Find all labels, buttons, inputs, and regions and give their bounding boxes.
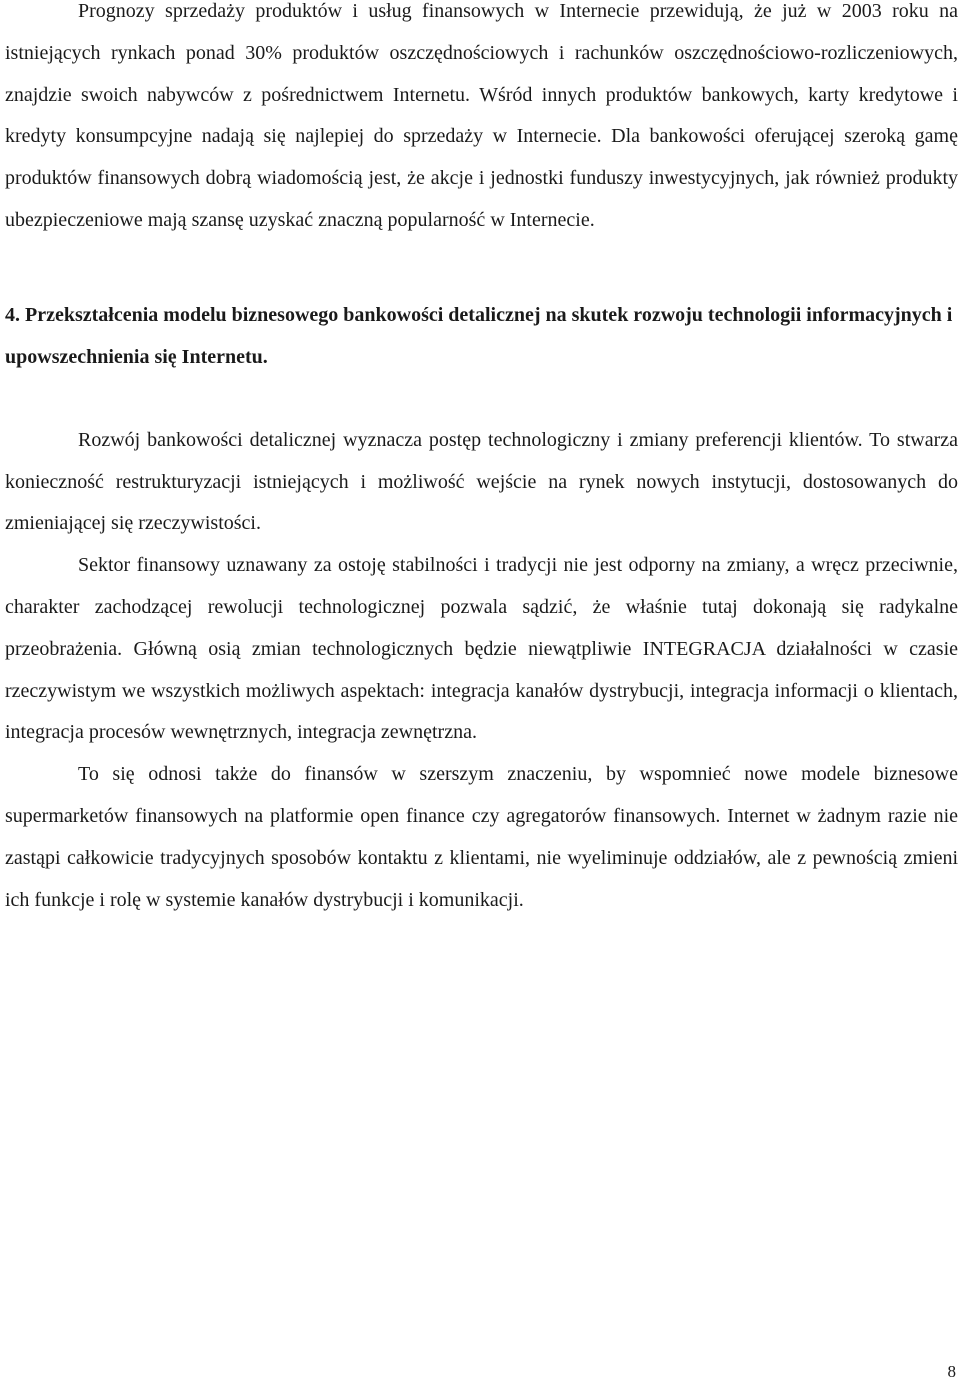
paragraph-retail-banking-development: Rozwój bankowości detalicznej wyznacza postęp technologiczny i zmiany preferencji klientów. To stwarza konieczność restrukturyzacji istniejących i możliwość wejście na rynek nowych instytucji, dostosowanych do zmieniającej się rzeczywistości. <box>5 428 958 535</box>
document-page <box>5 0 958 921</box>
paragraph-financial-sector-integration: Sektor finansowy uznawany za ostoję stabilności i tradycji nie jest odporny na zmiany, a wręcz przeciwnie, charakter zachodzącej rewolucji technologicznej pozwala sądzić, że właśnie tutaj dokonają się radykalne przeobrażenia. Główną osią zmian technologicznych będzie niewątpliwie INTEGRACJA działalności w czasie rzeczywistym we wszystkich możliwych aspektach: integracja kanałów dystrybucji, integracja informacji o klientach, integracja procesów wewnętrznych, integracja zewnętrzna. <box>5 554 958 744</box>
paragraph-new-business-models: To się odnosi także do finansów w szerszym znaczeniu, by wspomnieć nowe modele biznesowe supermarketów finansowych na platformie open finance czy agregatorów finansowych. Internet w żadnym razie nie zastąpi całkowicie tradycyjnych sposobów kontaktu z klientami, nie wyeliminuje oddziałów, ale z pewnością zmieni ich funkcje i rolę w systemie kanałów dystrybucji i komunikacji. <box>5 763 958 911</box>
paragraph-internet-sales-forecast: Prognozy sprzedaży produktów i usług finansowych w Internecie przewidują, że już w 2003 roku na istniejących rynkach ponad 30% produktów oszczędnościowych i rachunków oszczędnościowo-rozliczeniowych, znajdzie swoich nabywców z pośrednictwem Internetu. Wśród innych produktów bankowych, karty kredytowe i kredyty konsumpcyjne nadają się najlepiej do sprzedaży w Internecie. Dla bankowości oferującej szeroką gamę produktów finansowych dobrą wiadomością jest, że akcje i jednostki funduszy inwestycyjnych, jak również produkty ubezpieczeniowe mają szansę uzyskać znaczną popularność w Internecie. <box>5 0 958 231</box>
page-number: 8 <box>947 1362 956 1381</box>
section-heading: 4. Przekształcenia modelu biznesowego bankowości detalicznej na skutek rozwoju technologii informacyjnych i upowszechnienia się Internetu. <box>5 303 953 368</box>
